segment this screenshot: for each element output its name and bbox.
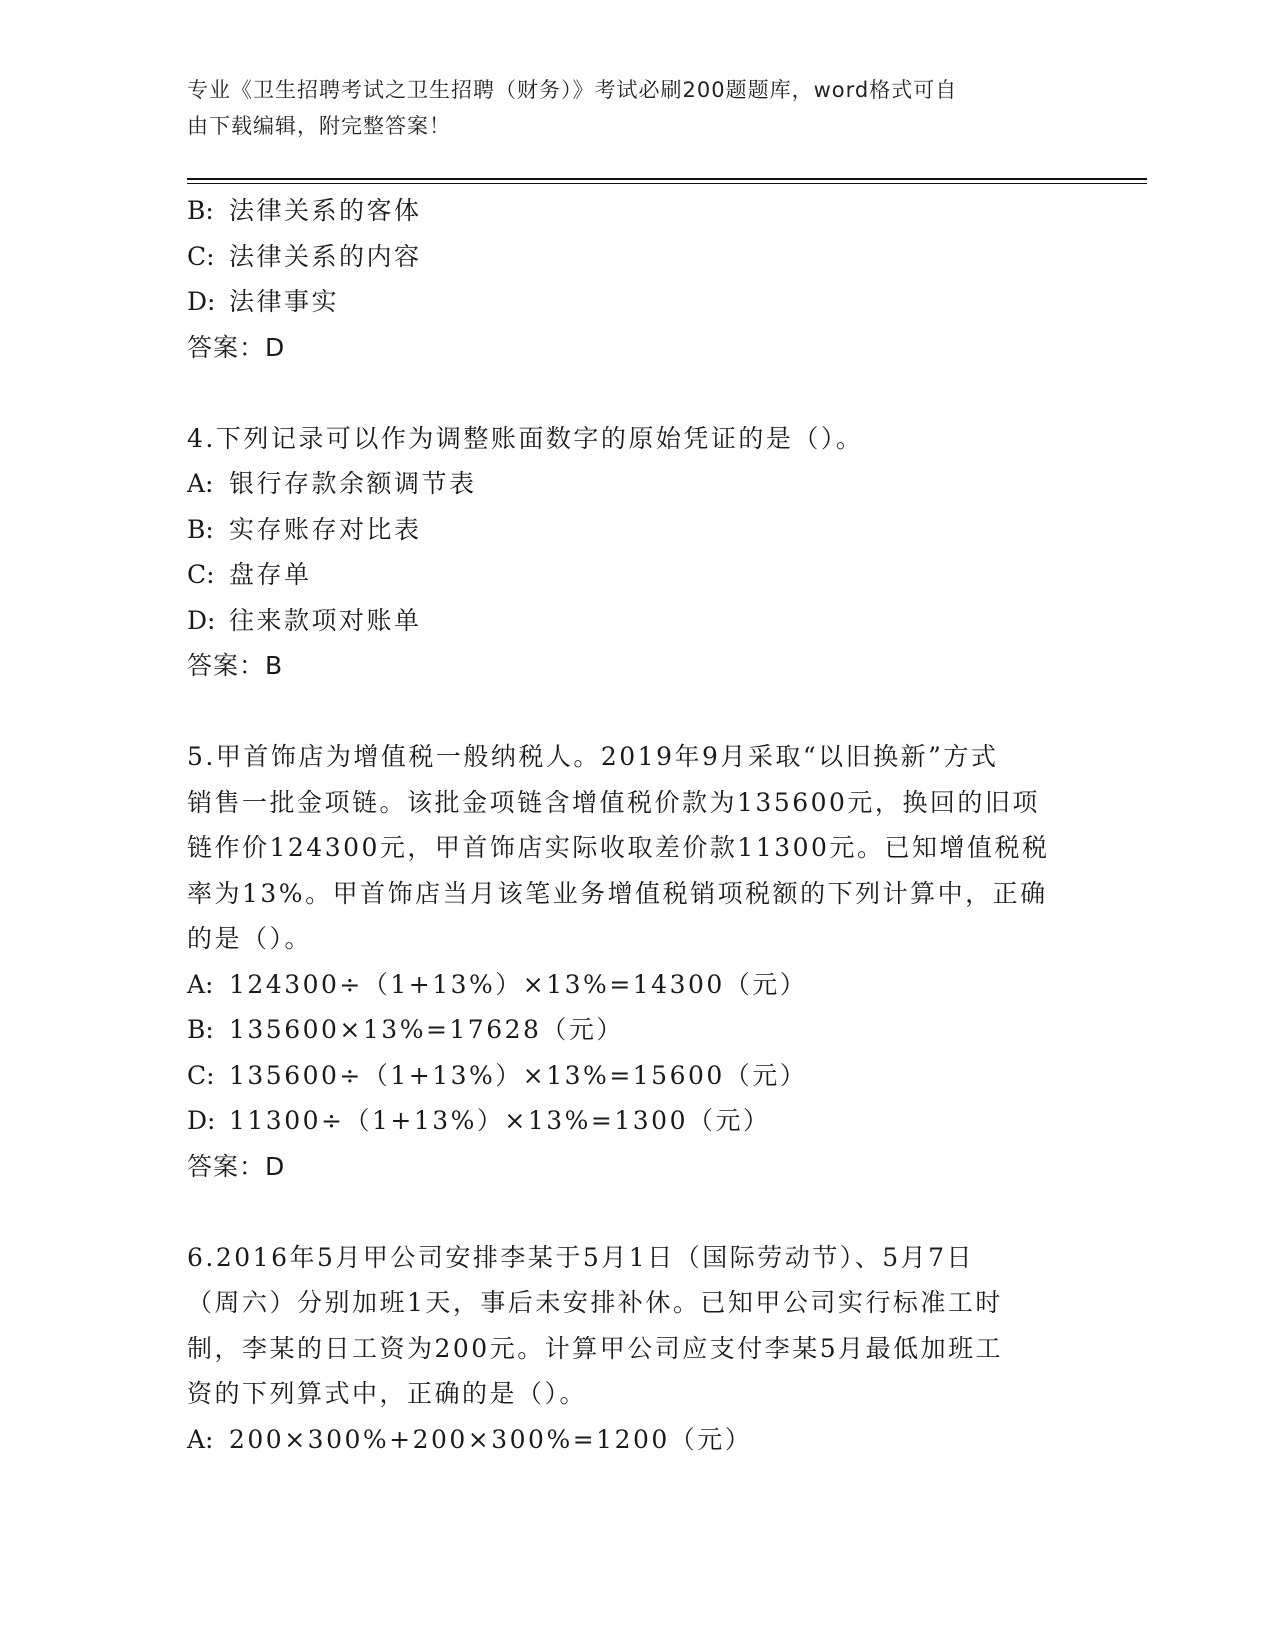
option-text: 法律事实 (229, 287, 340, 316)
option-label: C: (187, 241, 215, 271)
question-4-options (187, 461, 1087, 643)
spacer (187, 689, 1087, 735)
option-text: 124300÷（1+13%）×13%=14300（元） (229, 969, 808, 999)
header-rule-thick (187, 178, 1147, 180)
option-text: 11300÷（1+13%）×13%=1300（元） (229, 1106, 771, 1135)
option-text: 实存账存对比表 (229, 514, 422, 544)
answer-line: 答案：D (187, 332, 286, 362)
option-text: 法律关系的内容 (229, 241, 422, 271)
option-row (187, 1053, 1087, 1099)
option-label: D: (187, 605, 216, 635)
option-row (187, 279, 1087, 325)
option-text: 法律关系的客体 (229, 196, 422, 225)
stem-line: 6.2016年5月甲公司安排李某于5月1日（国际劳动节）、5月7日 (187, 1242, 975, 1272)
option-label: C: (187, 560, 215, 589)
document-body (187, 188, 1087, 1462)
question-5-options (187, 962, 1087, 1144)
option-text: 135600÷（1+13%）×13%=15600（元） (229, 1060, 808, 1090)
option-label: A: (187, 469, 214, 498)
stem-line: 链作价124300元，甲首饰店实际收取差价款11300元。已知增值税税 (187, 833, 1050, 862)
option-row (187, 1417, 1087, 1463)
option-label: D: (187, 287, 216, 316)
stem-line: （周六）分别加班1天，事后未安排补休。已知甲公司实行标准工时 (187, 1288, 1003, 1317)
option-text: 往来款项对账单 (229, 605, 422, 635)
option-row (187, 962, 1087, 1008)
stem-line: 率为13%。甲首饰店当月该笔业务增值税销项税额的下列计算中，正确 (187, 878, 1048, 908)
stem-line: 制，李某的日工资为200元。计算甲公司应支付李某5月最低加班工 (187, 1333, 1004, 1363)
header-line-2: 由下载编辑，附完整答案！ (187, 114, 451, 138)
option-row (187, 598, 1087, 644)
question-6-stem (187, 1235, 1087, 1417)
stem-line: 的是（）。 (187, 924, 313, 953)
spacer (187, 1189, 1087, 1235)
stem-line: 销售一批金项链。该批金项链含增值税价款为135600元，换回的旧项 (187, 787, 1040, 817)
question-4-stem: 4.下列记录可以作为调整账面数字的原始凭证的是（）。 (187, 423, 864, 453)
option-label: B: (187, 196, 214, 225)
option-row (187, 1098, 1087, 1144)
option-row (187, 188, 1087, 234)
option-label: B: (187, 514, 214, 544)
option-label: A: (187, 1424, 214, 1454)
option-text: 银行存款余额调节表 (229, 469, 477, 498)
answer-line: 答案：D (187, 1151, 286, 1181)
answer-line: 答案：B (187, 651, 284, 680)
option-text: 135600×13%=17628（元） (229, 1015, 624, 1044)
option-label: B: (187, 1015, 214, 1044)
stem-line: 资的下列算式中，正确的是（）。 (187, 1379, 588, 1408)
option-row (187, 552, 1087, 598)
option-row (187, 461, 1087, 507)
header-line-1: 专业《卫生招聘考试之卫生招聘（财务）》考试必刷200题题库，word格式可自 (187, 78, 958, 102)
option-text: 200×300%+200×300%=1200（元） (229, 1424, 753, 1454)
question-5-stem (187, 734, 1087, 962)
option-label: C: (187, 1060, 215, 1090)
question-3-options (187, 188, 1087, 325)
question-6-options (187, 1417, 1087, 1463)
option-row (187, 234, 1087, 280)
option-row (187, 1007, 1087, 1053)
header-rule-thin (187, 183, 1147, 184)
stem-line: 5.甲首饰店为增值税一般纳税人。2019年9月采取“以旧换新”方式 (187, 742, 999, 771)
option-text: 盘存单 (229, 560, 312, 589)
option-label: D: (187, 1106, 216, 1135)
spacer (187, 370, 1087, 416)
option-row (187, 507, 1087, 553)
page-header (187, 72, 1067, 144)
option-label: A: (187, 969, 214, 999)
